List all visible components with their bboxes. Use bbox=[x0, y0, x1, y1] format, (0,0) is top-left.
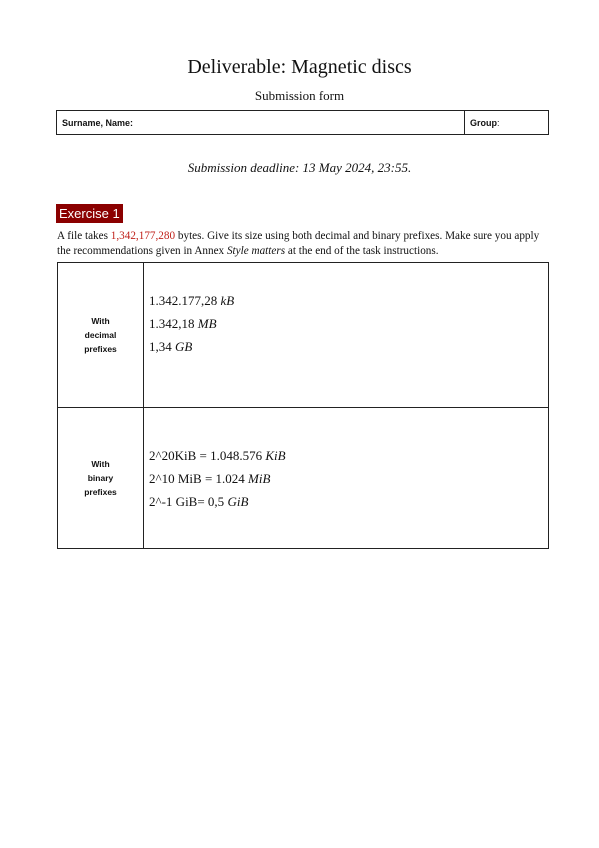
unit-text: MiB bbox=[248, 471, 271, 486]
binary-label-line: prefixes bbox=[84, 487, 117, 497]
exercise-statement bbox=[57, 229, 549, 259]
decimal-label-line: prefixes bbox=[84, 344, 117, 354]
decimal-value-gb bbox=[149, 339, 192, 355]
page-title: Deliverable: Magnetic discs bbox=[187, 56, 412, 78]
binary-value-gib bbox=[149, 494, 248, 510]
unit-text: GiB bbox=[227, 494, 249, 509]
value-text: 2^10 MiB = 1.024 bbox=[149, 471, 249, 486]
decimal-label-cell bbox=[58, 263, 144, 407]
surname-name-cell[interactable] bbox=[57, 111, 465, 134]
unit-text: KiB bbox=[265, 448, 286, 463]
unit-text: kB bbox=[220, 293, 235, 308]
annex-name: Style matters bbox=[226, 245, 286, 257]
exercise-badge: Exercise 1 bbox=[56, 204, 123, 223]
unit-text: GB bbox=[175, 339, 193, 354]
binary-value-kib bbox=[149, 448, 286, 464]
binary-label-cell bbox=[58, 408, 144, 548]
statement-text-mid: bytes. Give its size using both decimal and binary prefixes. Make sure you apply the recommendations given in Annex bbox=[57, 230, 540, 257]
decimal-answer-cell[interactable] bbox=[144, 263, 548, 407]
binary-answer-cell[interactable] bbox=[144, 408, 548, 548]
group-colon: : bbox=[497, 118, 500, 128]
binary-label-line: binary bbox=[87, 473, 114, 483]
group-cell[interactable] bbox=[465, 111, 548, 134]
decimal-value-mb bbox=[149, 316, 217, 332]
answer-table bbox=[57, 262, 549, 549]
binary-label-line: With bbox=[91, 459, 110, 469]
unit-text: MB bbox=[197, 316, 217, 331]
value-text: 1.342,18 bbox=[149, 316, 198, 331]
submission-deadline: Submission deadline: 13 May 2024, 23:55. bbox=[187, 160, 412, 175]
value-text: 2^20KiB = 1.048.576 bbox=[149, 448, 266, 463]
group-label: Group bbox=[470, 118, 497, 128]
decimal-label-line: decimal bbox=[84, 330, 117, 340]
binary-row bbox=[58, 408, 548, 548]
student-info-table bbox=[56, 110, 549, 135]
page-subtitle: Submission form bbox=[254, 88, 345, 103]
value-text: 1.342.177,28 bbox=[149, 293, 221, 308]
binary-value-mib bbox=[149, 471, 270, 487]
value-text: 2^-1 GiB= 0,5 bbox=[149, 494, 228, 509]
statement-text-after: at the end of the task instructions. bbox=[285, 245, 439, 257]
decimal-row bbox=[58, 263, 548, 408]
decimal-label-line: With bbox=[91, 316, 110, 326]
surname-name-label: Surname, Name: bbox=[62, 118, 134, 128]
value-text: 1,34 bbox=[149, 339, 175, 354]
byte-count: 1,342,177,280 bbox=[110, 230, 176, 242]
decimal-value-kb bbox=[149, 293, 234, 309]
statement-text-before: A file takes bbox=[57, 230, 111, 242]
